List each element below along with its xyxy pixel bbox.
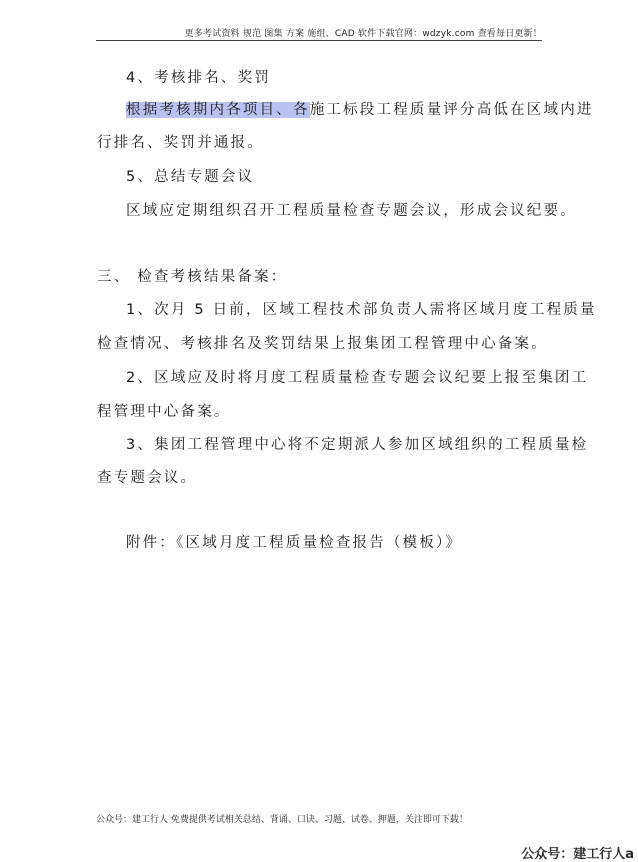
watermark-label: 公众号：建工行人a (521, 847, 634, 862)
page-header: 更多考试资料 规范 图集 方案 施组、CAD 软件下载官网：wdzyk.com 查看每日更新！ (184, 29, 542, 39)
attachment-line: 附件：《区域月度工程质量检查报告（模板）》 (126, 535, 463, 551)
s3-item1-line2: 检查情况、考核排名及奖罚结果上报集团工程管理中心备案。 (97, 336, 548, 352)
s3-item2-line2: 程管理中心备案。 (97, 404, 231, 420)
item5-paragraph: 区域应定期组织召开工程质量检查专题会议，形成会议纪要。 (126, 203, 577, 219)
s3-item1-line1: 1、次月 5 日前，区域工程技术部负责人需将区域月度工程质量 (126, 302, 597, 318)
page-footer: 公众号：建工行人 免费提供考试相关总结、背诵、口诀、习题、试卷、押题，关注即可下载！ (96, 815, 468, 825)
item4-heading: 4、考核排名、奖罚 (126, 70, 272, 86)
section3-heading: 三、 检查考核结果备案： (97, 269, 288, 285)
selected-text-highlight[interactable]: 根据考核期内各项目、各 (126, 102, 310, 118)
s3-item3-line2: 查专题会议。 (97, 470, 198, 486)
item4-paragraph-line2: 行排名、奖罚并通报。 (97, 135, 264, 151)
s3-item3-line1: 3、集团工程管理中心将不定期派人参加区域组织的工程质量检 (126, 437, 589, 453)
item4-paragraph-line1 (126, 98, 594, 119)
s3-item2-line1: 2、区域应及时将月度工程质量检查专题会议纪要上报至集团工 (126, 370, 589, 386)
header-divider (96, 40, 542, 41)
item5-heading: 5、总结专题会议 (126, 169, 255, 185)
item4-line1-rest: 施工标段工程质量评分高低在区域内进 (309, 102, 594, 118)
